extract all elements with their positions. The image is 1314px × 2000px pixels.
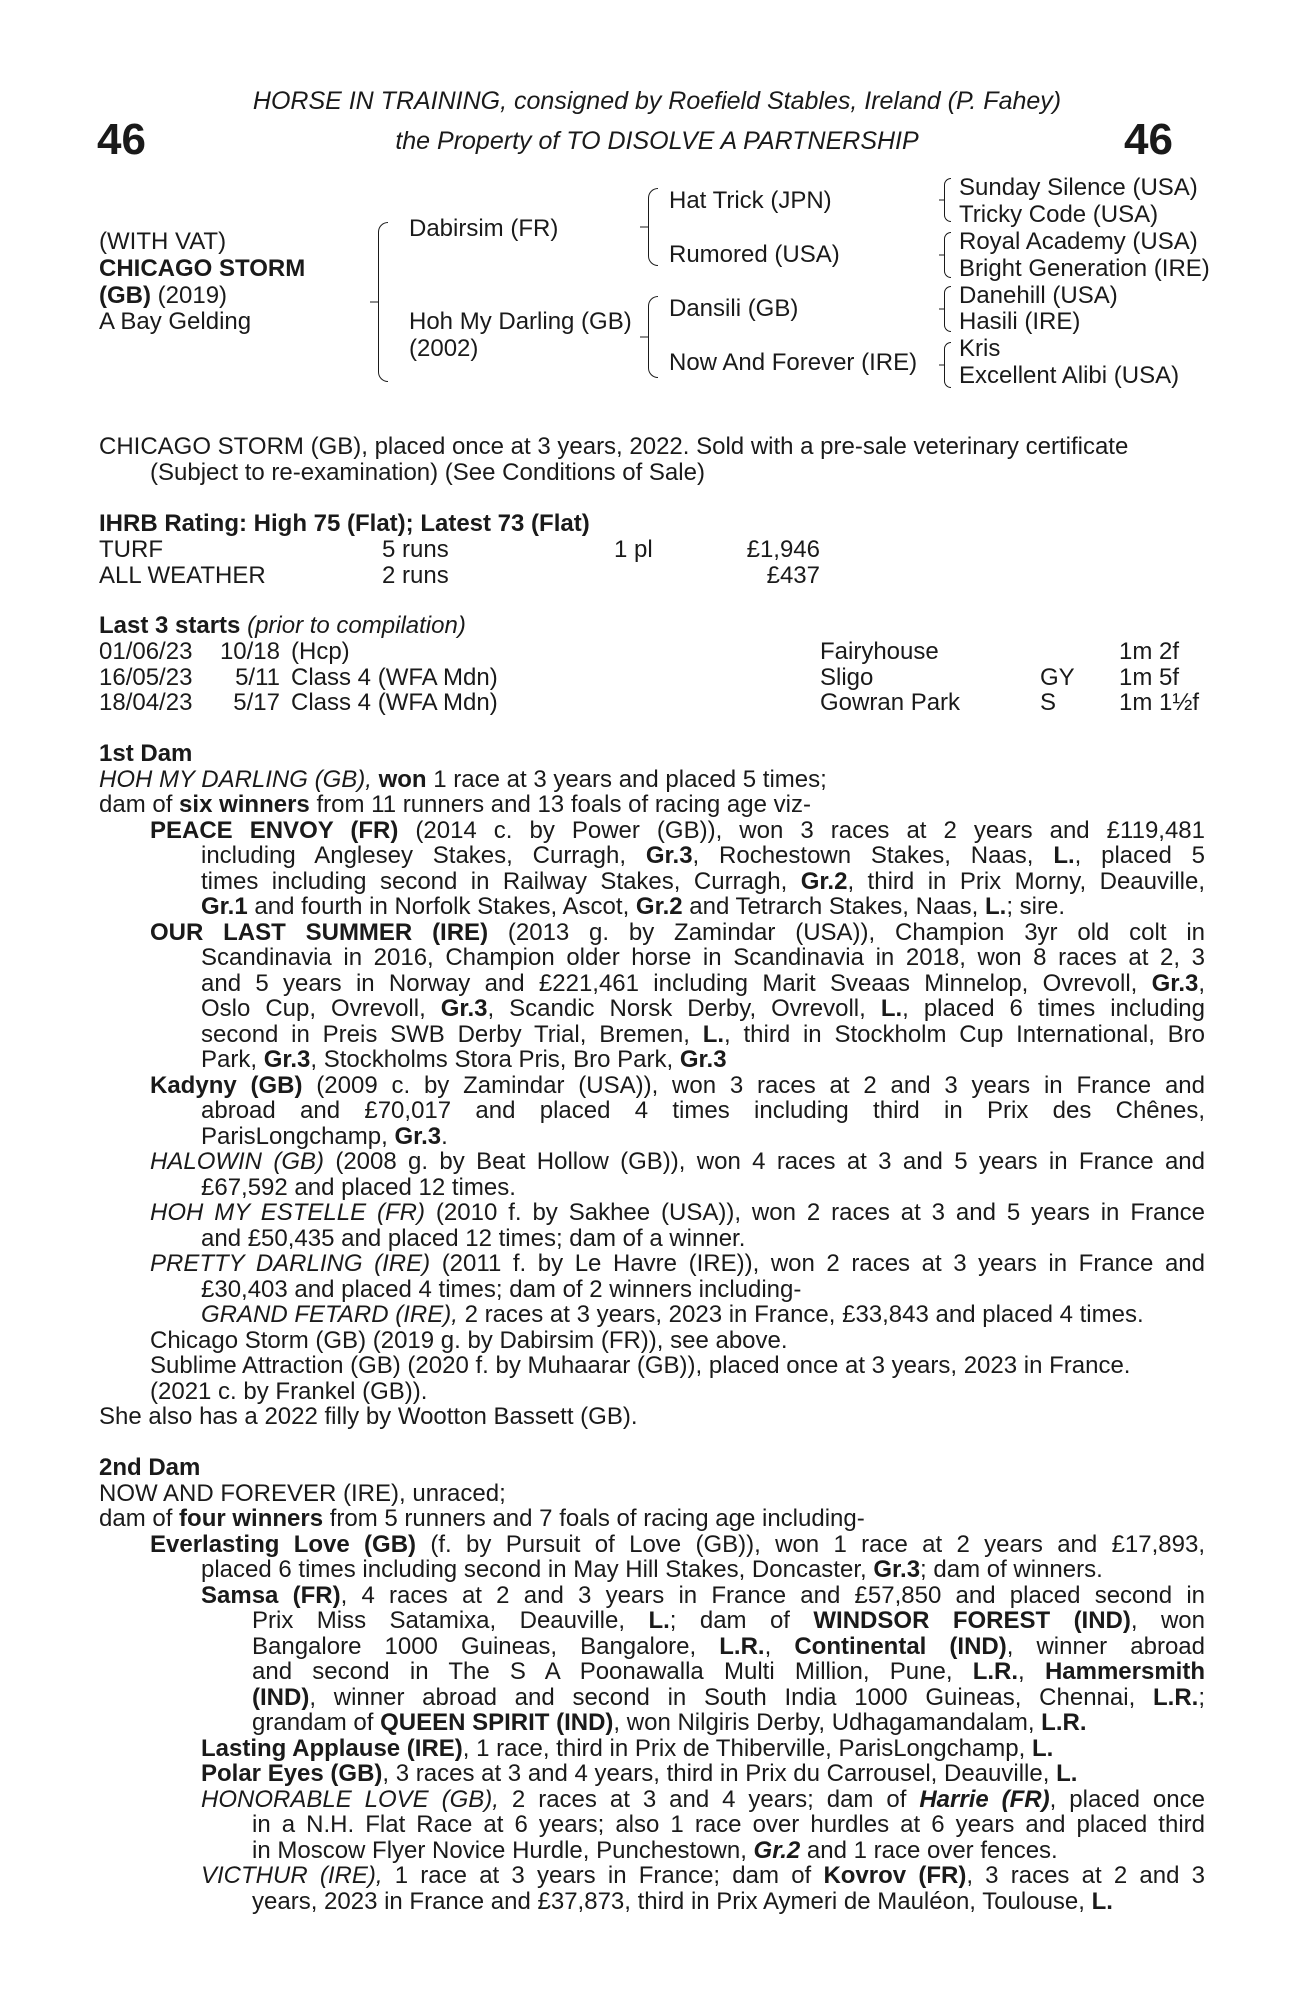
horse-description: A Bay Gelding xyxy=(99,308,252,335)
samsa-text-4a: and second in The S A Poonawalla Multi Million, Pune, xyxy=(252,1658,953,1685)
last-starts-note: (prior to compilation) xyxy=(247,612,466,639)
samsa-lr-2: L.R. xyxy=(972,1658,1019,1685)
everlasting-love-name: Everlasting Love (GB) xyxy=(150,1531,417,1558)
honorable-love-text-3a: in Moscow Flyer Novice Hurdle, Punchestown, xyxy=(252,1837,747,1864)
pedigree-g5: Danehill (USA) xyxy=(959,282,1118,309)
rating-aw-surface: ALL WEATHER xyxy=(99,562,266,589)
peace-envoy-text-3a: times including second in Railway Stakes, Curragh, xyxy=(201,868,788,895)
rating-turf-prize: £1,946 xyxy=(746,536,820,563)
samsa-text-3c: , xyxy=(764,1633,772,1660)
our-last-summer-text-3a: and 5 years in Norway and £221,461 including Marit Sveaas Minnelop, Ovrevoll, xyxy=(201,970,1138,997)
pedigree-sire-sire: Hat Trick (JPN) xyxy=(669,187,832,214)
everlasting-love-line-1 xyxy=(150,1532,1205,1558)
samsa-line-5 xyxy=(252,1685,1205,1711)
peace-envoy-text-2c: , Rochestown Stakes, Naas, xyxy=(692,842,1034,869)
samsa-listed: L. xyxy=(648,1607,670,1634)
peace-envoy-text-3c: , third in Prix Morny, Deauville, xyxy=(847,868,1205,895)
pedigree-g6: Hasili (IRE) xyxy=(959,308,1081,335)
dam2-dam-of: dam of xyxy=(99,1505,173,1532)
peace-envoy-grade-3: Gr.1 xyxy=(201,893,248,920)
rating-aw-runs: 2 runs xyxy=(382,562,449,589)
peace-envoy-name: PEACE ENVOY (FR) xyxy=(150,817,399,844)
hoh-my-estelle-line-2: and £50,435 and placed 12 times; dam of a winner. xyxy=(201,1225,746,1252)
honorable-love-line-1 xyxy=(201,1787,1205,1813)
samsa-name: Samsa (FR) xyxy=(201,1582,341,1609)
rating-turf-surface: TURF xyxy=(99,536,163,563)
honorable-love-line-3 xyxy=(252,1838,1058,1864)
pedigree-dam: Hoh My Darling (GB) xyxy=(409,308,632,335)
pretty-darling-line-1 xyxy=(150,1251,1205,1277)
samsa-text-6c: , won Nilgiris Derby, Udhagamandalam, xyxy=(613,1709,1035,1736)
our-last-summer-text-1: (2013 g. by Zamindar (USA)), Champion 3yr old colt in xyxy=(507,919,1206,946)
our-last-summer-line-3: and 5 years in Norway and £221,461 including Marit Sveaas Minnelop, Ovrevoll, Gr.3, xyxy=(201,970,1206,997)
everlasting-love-grade: Gr.3 xyxy=(873,1556,921,1583)
start-1-race: (Hcp) xyxy=(291,638,350,665)
dam2-line-2 xyxy=(99,1506,865,1532)
samsa-text-3e: , winner abroad xyxy=(1006,1633,1205,1660)
pedigree-bracket-g1 xyxy=(944,178,951,222)
samsa-text-2c: ; dam of xyxy=(669,1607,790,1634)
samsa-line-4 xyxy=(252,1659,1205,1685)
our-last-summer-text-4e: , placed 6 times including xyxy=(902,995,1205,1022)
pedigree-g8: Excellent Alibi (USA) xyxy=(959,362,1180,389)
queen-spirit-name: QUEEN SPIRIT (IND) xyxy=(380,1709,614,1736)
samsa-text-3a: Bangalore 1000 Guineas, Bangalore, xyxy=(252,1633,697,1660)
pedigree-bracket-g3 xyxy=(944,286,951,332)
pedigree-bracket-main xyxy=(378,222,388,382)
honorable-love-text-1b: 2 races at 3 and 4 years; dam of xyxy=(511,1786,907,1813)
our-last-summer-text-5a: second in Preis SWB Derby Trial, Bremen, xyxy=(201,1021,690,1048)
victhur-text-1b: 1 race at 3 years in France; dam of xyxy=(394,1862,812,1889)
summary-line-2: (Subject to re-examination) (See Conditions of Sale) xyxy=(150,459,705,486)
peace-envoy-text-4d: and Tetrarch Stakes, Naas, xyxy=(689,893,979,920)
pretty-darling-name: PRETTY DARLING (IRE) xyxy=(150,1250,431,1277)
everlasting-love-text-2c: ; dam of winners. xyxy=(920,1556,1103,1583)
victhur-text-2a: years, 2023 in France and £37,873, third in Prix Aymeri de Mauléon, Toulouse, xyxy=(252,1888,1085,1915)
dam2-runners: from 5 runners and 7 foals of racing age including- xyxy=(329,1505,865,1532)
kadyny-text-1: (2009 c. by Zamindar (USA)), won 3 races at 2 and 3 years in France and xyxy=(316,1072,1205,1099)
start-1-date: 01/06/23 xyxy=(99,638,193,665)
pedigree-g2: Tricky Code (USA) xyxy=(959,201,1159,228)
peace-envoy-grade-4: Gr.2 xyxy=(635,893,683,920)
peace-envoy-listed-1: L. xyxy=(1053,842,1075,869)
start-2-pos: 5/11 xyxy=(235,664,280,691)
chicago-storm-entry: Chicago Storm (GB) (2019 g. by Dabirsim (FR)), see above. xyxy=(150,1327,788,1354)
pedigree-g7: Kris xyxy=(959,335,1001,362)
wootton-bassett-filly-entry: She also has a 2022 filly by Wootton Bassett (GB). xyxy=(99,1403,638,1430)
start-3-date: 18/04/23 xyxy=(99,689,193,716)
polar-eyes-listed: L. xyxy=(1056,1760,1078,1787)
our-last-summer-line-1 xyxy=(150,920,1205,946)
pedigree-g1: Sunday Silence (USA) xyxy=(959,174,1198,201)
horse-year: (2019) xyxy=(157,282,228,309)
kadyny-name: Kadyny (GB) xyxy=(150,1072,303,1099)
our-last-summer-listed-1: L. xyxy=(880,995,903,1022)
samsa-text-5d: ; xyxy=(1198,1684,1206,1711)
our-last-summer-name: OUR LAST SUMMER (IRE) xyxy=(150,919,489,946)
peace-envoy-line-4 xyxy=(201,894,1065,920)
horse-name: CHICAGO STORM xyxy=(99,255,306,282)
lot-number-right: 46 xyxy=(1124,115,1173,164)
victhur-text-1d: , 3 races at 2 and 3 xyxy=(966,1862,1205,1889)
our-last-summer-grade-2: Gr.3 xyxy=(440,995,488,1022)
property-line: the Property of TO DISOLVE A PARTNERSHIP xyxy=(395,127,919,155)
start-3-race: Class 4 (WFA Mdn) xyxy=(291,689,498,716)
peace-envoy-line-3 xyxy=(201,869,1205,895)
hammersmith-country: (IND) xyxy=(252,1684,310,1711)
lasting-applause-listed: L. xyxy=(1031,1735,1054,1762)
our-last-summer-text-4a: Oslo Cup, Ovrevoll, xyxy=(201,995,426,1022)
polar-eyes-line xyxy=(201,1761,1077,1787)
our-last-summer-line-5 xyxy=(201,1022,1205,1048)
kadyny-grade: Gr.3 xyxy=(394,1123,442,1150)
kadyny-text-3c: . xyxy=(441,1123,448,1150)
horse-country-year xyxy=(99,283,227,309)
dam1-runners: from 11 runners and 13 foals of racing age viz- xyxy=(316,791,811,818)
dam1-winners: six winners xyxy=(179,791,310,818)
polar-eyes-text: , 3 races at 3 and 4 years, third in Prix du Carrousel, Deauville, xyxy=(382,1760,1050,1787)
pedigree-g3: Royal Academy (USA) xyxy=(959,228,1198,255)
lot-number-left: 46 xyxy=(97,115,146,164)
pedigree-bracket-dam xyxy=(648,296,658,378)
windsor-forest-name: WINDSOR FOREST (IND) xyxy=(813,1607,1131,1634)
samsa-line-6 xyxy=(252,1710,1087,1736)
samsa-lr-1: L.R. xyxy=(719,1633,765,1660)
harrie-name: Harrie (FR) xyxy=(919,1786,1050,1813)
dam2-line-1: NOW AND FOREVER (IRE), unraced; xyxy=(99,1480,506,1507)
our-last-summer-grade-1: Gr.3 xyxy=(1151,970,1199,997)
rating-turf-placed: 1 pl xyxy=(614,536,653,563)
dam1-line-1 xyxy=(99,767,827,793)
victhur-line-2 xyxy=(252,1889,1113,1915)
pedigree-dam-year: (2002) xyxy=(409,335,479,362)
hoh-my-estelle-name: HOH MY ESTELLE (FR) xyxy=(150,1199,425,1226)
dam1-heading: 1st Dam xyxy=(99,740,193,767)
dam2-winners: four winners xyxy=(179,1505,324,1532)
peace-envoy-line-1 xyxy=(150,818,1205,844)
kovrov-name: Kovrov (FR) xyxy=(823,1862,967,1889)
rating-title: IHRB Rating: High 75 (Flat); Latest 73 (Flat) xyxy=(99,510,590,537)
pretty-darling-text-1: (2011 f. by Le Havre (IRE)), won 2 races at 3 years in France and xyxy=(441,1250,1206,1277)
pedigree-g4: Bright Generation (IRE) xyxy=(959,255,1210,282)
samsa-text-2e: , won xyxy=(1130,1607,1206,1634)
grand-fetard-line xyxy=(201,1302,1144,1328)
our-last-summer-text-6a: Park, xyxy=(201,1046,258,1073)
start-2-course: Sligo xyxy=(820,664,874,691)
kadyny-text-3a: ParisLongchamp, xyxy=(201,1123,388,1150)
start-3-pos: 5/17 xyxy=(233,689,280,716)
kadyny-line-1 xyxy=(150,1073,1205,1099)
start-2-race: Class 4 (WFA Mdn) xyxy=(291,664,498,691)
lasting-applause-text: , 1 race, third in Prix de Thiberville, ParisLongchamp, xyxy=(462,1735,1026,1762)
dam2-heading: 2nd Dam xyxy=(99,1454,201,1481)
dam1-name: HOH MY DARLING (GB), xyxy=(99,766,372,793)
samsa-text-2a: Prix Miss Satamixa, Deauville, xyxy=(252,1607,626,1634)
grand-fetard-text: 2 races at 3 years, 2023 in France, £33,843 and placed 4 times. xyxy=(464,1301,1144,1328)
samsa-line-3 xyxy=(252,1634,1205,1660)
pretty-darling-line-2: £30,403 and placed 4 times; dam of 2 winners including- xyxy=(201,1276,802,1303)
consignor-line: HORSE IN TRAINING, consigned by Roefield Stables, Ireland (P. Fahey) xyxy=(252,87,1062,115)
halowin-name: HALOWIN (GB) xyxy=(150,1148,324,1175)
peace-envoy-text-4b: and fourth in Norfolk Stakes, Ascot, xyxy=(254,893,630,920)
everlasting-love-line-2 xyxy=(201,1557,1103,1583)
our-last-summer-line-4 xyxy=(201,996,1205,1022)
start-1-pos: 10/18 xyxy=(219,638,280,665)
dam1-won: won xyxy=(378,766,427,793)
honorable-love-name: HONORABLE LOVE (GB), xyxy=(201,1786,499,1813)
last-starts-heading xyxy=(99,613,466,639)
our-last-summer-line-6 xyxy=(201,1047,727,1073)
pedigree-dam-dam: Now And Forever (IRE) xyxy=(669,349,918,376)
pedigree-bracket-sire xyxy=(648,188,658,266)
start-2-going: GY xyxy=(1040,664,1075,691)
polar-eyes-name: Polar Eyes (GB) xyxy=(201,1760,383,1787)
start-3-distance: 1m 1½f xyxy=(1119,689,1200,716)
start-1-distance: 1m 2f xyxy=(1119,638,1180,665)
our-last-summer-line-2: Scandinavia in 2016, Champion older horse in Scandinavia in 2018, won 8 races at 2, 3 xyxy=(201,944,1205,971)
our-last-summer-text-5c: , third in Stockholm Cup International, Bro xyxy=(724,1021,1205,1048)
honorable-love-line-2: in a N.H. Flat Race at 6 years; also 1 race over hurdles at 6 years and placed third xyxy=(252,1811,1205,1838)
peace-envoy-text-2e: , placed 5 xyxy=(1074,842,1206,869)
start-2-date: 16/05/23 xyxy=(99,664,193,691)
start-2-distance: 1m 5f xyxy=(1119,664,1180,691)
dam1-dam-of: dam of xyxy=(99,791,173,818)
samsa-lr-3: L.R. xyxy=(1153,1684,1199,1711)
pedigree-sire: Dabirsim (FR) xyxy=(409,215,559,242)
victhur-listed: L. xyxy=(1091,1888,1113,1915)
pedigree-bracket-g2 xyxy=(944,232,951,278)
honorable-love-grade: Gr.2 xyxy=(753,1837,801,1864)
start-3-course: Gowran Park xyxy=(820,689,961,716)
frankel-colt-entry: (2021 c. by Frankel (GB)). xyxy=(150,1378,428,1405)
victhur-name: VICTHUR (IRE), xyxy=(201,1862,383,1889)
start-3-going: S xyxy=(1040,689,1057,716)
rating-turf-runs: 5 runs xyxy=(382,536,449,563)
samsa-line-2 xyxy=(252,1608,1205,1634)
peace-envoy-grade-2: Gr.2 xyxy=(800,868,848,895)
pedigree-bracket-g4 xyxy=(944,342,951,388)
samsa-text-6a: grandam of xyxy=(252,1709,374,1736)
lasting-applause-line xyxy=(201,1736,1053,1762)
everlasting-love-text-2a: placed 6 times including second in May Hill Stakes, Doncaster, xyxy=(201,1556,867,1583)
hammersmith-name: Hammersmith xyxy=(1044,1658,1205,1685)
hoh-my-estelle-line-1 xyxy=(150,1200,1205,1226)
peace-envoy-listed-2: L. xyxy=(985,893,1007,920)
our-last-summer-text-4c: , Scandic Norsk Derby, Ovrevoll, xyxy=(487,995,866,1022)
continental-name: Continental (IND) xyxy=(794,1633,1007,1660)
rating-aw-prize: £437 xyxy=(766,562,820,589)
pedigree-dam-sire: Dansili (GB) xyxy=(669,295,799,322)
halowin-text-1: (2008 g. by Beat Hollow (GB)), won 4 races at 3 and 5 years in France and xyxy=(335,1148,1205,1175)
samsa-text-1: , 4 races at 2 and 3 years in France and £57,850 and placed second in xyxy=(340,1582,1205,1609)
summary-line-1: CHICAGO STORM (GB), placed once at 3 years, 2022. Sold with a pre-sale veterinary certificate xyxy=(99,433,1129,460)
victhur-line-1 xyxy=(201,1863,1205,1889)
kadyny-line-3 xyxy=(201,1124,448,1150)
last-starts-title: Last 3 starts xyxy=(99,612,241,639)
dam1-record: 1 race at 3 years and placed 5 times; xyxy=(433,766,827,793)
peace-envoy-grade-1: Gr.3 xyxy=(645,842,693,869)
peace-envoy-line-2 xyxy=(201,843,1205,869)
peace-envoy-text-2a: including Anglesey Stakes, Curragh, xyxy=(201,842,627,869)
honorable-love-text-3c: and 1 race over fences. xyxy=(806,1837,1058,1864)
grand-fetard-name: GRAND FETARD (IRE), xyxy=(201,1301,458,1328)
samsa-text-4c: , xyxy=(1018,1658,1025,1685)
our-last-summer-grade-3: Gr.3 xyxy=(263,1046,311,1073)
samsa-text-5b: , winner abroad and second in South India 1000 Guineas, Chennai, xyxy=(309,1684,1136,1711)
honorable-love-text-1d: , placed once xyxy=(1049,1786,1205,1813)
halowin-line-1 xyxy=(150,1149,1205,1175)
our-last-summer-listed-2: L. xyxy=(702,1021,725,1048)
samsa-line-1 xyxy=(201,1583,1205,1609)
our-last-summer-text-6c: , Stockholms Stora Pris, Bro Park, xyxy=(310,1046,674,1073)
kadyny-line-2: abroad and £70,017 and placed 4 times including third in Prix des Chênes, xyxy=(201,1097,1205,1124)
peace-envoy-text-4f: ; sire. xyxy=(1006,893,1066,920)
start-1-course: Fairyhouse xyxy=(820,638,939,665)
hoh-my-estelle-text-1: (2010 f. by Sakhee (USA)), won 2 races at 3 and 5 years in France xyxy=(435,1199,1206,1226)
samsa-lr-4: L.R. xyxy=(1041,1709,1087,1736)
vat-label: (WITH VAT) xyxy=(99,228,227,255)
sublime-attraction-entry: Sublime Attraction (GB) (2020 f. by Muhaarar (GB)), placed once at 3 years, 2023 in France. xyxy=(150,1352,1131,1379)
lasting-applause-name: Lasting Applause (IRE) xyxy=(201,1735,463,1762)
peace-envoy-text-1: (2014 c. by Power (GB)), won 3 races at 2 years and £119,481 xyxy=(415,817,1206,844)
horse-country: (GB) xyxy=(99,282,151,309)
halowin-line-2: £67,592 and placed 12 times. xyxy=(201,1174,516,1201)
pedigree-sire-dam: Rumored (USA) xyxy=(669,241,840,268)
dam1-line-2 xyxy=(99,792,811,818)
our-last-summer-grade-4: Gr.3 xyxy=(679,1046,727,1073)
everlasting-love-text-1: (f. by Pursuit of Love (GB)), won 1 race at 2 years and £17,893, xyxy=(430,1531,1205,1558)
